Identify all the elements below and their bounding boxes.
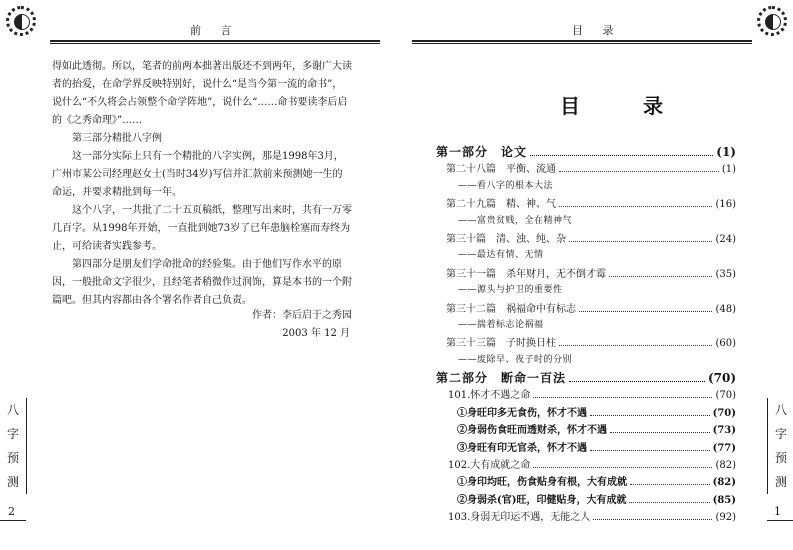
toc-entry-label: 第三十一篇 杀年财月，无不倒才霉: [446, 268, 606, 280]
toc-entry-page: (85): [712, 494, 736, 506]
toc-entry-label: ——废除早、夜子时的分别: [458, 354, 573, 365]
toc-entry-label: 第三十篇 清、浊、纯、杂: [446, 233, 566, 245]
preface-paragraph: 第四部分是朋友们学命批命的经验集。由于他们写作水平的原因，一般批命文字很少，且经笔者稍微作过润饰，算是本书的一个附篇吧。但其内容都由各个署名作者自己负责。: [52, 259, 352, 306]
toc-leader-dots: [590, 415, 710, 416]
right-side-tab: [767, 398, 793, 494]
side-tab-char: 预: [774, 451, 787, 465]
toc-entry: [436, 282, 736, 299]
toc-entry: [436, 178, 736, 195]
toc-entry-page: (1): [721, 164, 736, 176]
toc-entry-page: (92): [715, 512, 736, 524]
toc-entry-page: (60): [715, 338, 736, 350]
toc-leader-dots: [593, 519, 712, 520]
toc-leader-dots: [559, 171, 719, 172]
toc-entry-label: ——揣着标志论祸福: [458, 319, 544, 330]
right-footer-rule: [767, 520, 793, 521]
toc-leader-dots: [559, 345, 712, 346]
side-tab-char: 测: [6, 475, 19, 489]
toc-entry-label: ——富贵贫贱，全在精神气: [458, 215, 573, 226]
preface-date: 2003 年 12 月: [282, 328, 350, 339]
table-of-contents: [436, 143, 736, 526]
toc-entry-label: 第三十二篇 祸福命中有标志: [446, 303, 576, 315]
toc-leader-dots: [530, 155, 713, 156]
toc-leader-dots: [629, 502, 709, 503]
right-header-rule: [412, 40, 752, 42]
toc-entry-label: ②身弱杀(官)旺，印健贴身，大有成就: [457, 494, 627, 506]
right-page-number: 1: [774, 505, 781, 518]
toc-leader-dots: [569, 241, 712, 242]
toc-entry: [436, 439, 736, 456]
toc-entry-label: 101.怀才不遇之命: [448, 390, 531, 402]
left-header-rule: [50, 40, 380, 42]
toc-leader-dots: [610, 432, 710, 433]
toc-entry-label: 102.大有成就之命: [448, 460, 531, 472]
toc-leader-dots: [590, 450, 710, 451]
left-page-number: 2: [8, 505, 15, 518]
toc-entry: [436, 386, 736, 403]
toc-entry-page: (82): [715, 460, 736, 472]
toc-entry: [436, 300, 736, 317]
toc-entry-page: (16): [715, 199, 736, 211]
toc-entry-page: (1): [716, 145, 736, 159]
toc-entry: [436, 334, 736, 351]
toc-entry: [436, 508, 736, 525]
toc-leader-dots: [559, 206, 712, 207]
toc-entry: [436, 421, 736, 438]
toc-leader-dots: [533, 397, 712, 398]
toc-entry: [436, 160, 736, 177]
preface-body: [52, 58, 352, 310]
toc-entry-page: (70): [712, 407, 736, 419]
toc-entry-label: 第三十三篇 子时换日柱: [446, 338, 556, 350]
left-header-rule-thin: [50, 43, 380, 44]
toc-title: 目 录: [560, 94, 691, 118]
toc-entry-label: ——看八字的根本大法: [458, 180, 554, 191]
right-running-head: 目 录: [572, 24, 622, 37]
side-tab-char: 测: [774, 475, 787, 489]
toc-entry: [436, 352, 736, 369]
toc-entry: [436, 404, 736, 421]
toc-entry-label: ①身印均旺，伤食贴身有根，大有成就: [457, 477, 627, 489]
side-tab-char: 预: [6, 451, 19, 465]
preface-paragraph: 得如此透彻。所以，笔者的前两本拙著出版还不到两年，多谢广大读者的抬爱，在命学界反映特别好，说什么“是当今第一流的命书”，说什么“不久将会占领整个命学阵地”，说什么“……命书要读李后启的《之秀命理》”……: [52, 61, 352, 126]
toc-entry-label: ——源头与护卫的重要性: [458, 285, 563, 296]
toc-leader-dots: [609, 276, 712, 277]
left-side-tab: [0, 398, 27, 494]
toc-entry-page: (70): [707, 371, 736, 386]
right-header-rule-thin: [412, 43, 752, 44]
book-gutter: [380, 0, 412, 550]
toc-entry: [436, 247, 736, 264]
yin-yang-emblem-icon: [757, 6, 787, 36]
toc-entry-label: 第二部分 断命一百法: [436, 371, 567, 386]
toc-entry-page: (82): [712, 477, 736, 489]
toc-entry-page: (48): [715, 303, 736, 315]
toc-entry-page: (70): [715, 390, 736, 402]
left-running-head: 前 言: [190, 24, 240, 37]
toc-entry-page: (24): [715, 233, 736, 245]
toc-entry: [436, 230, 736, 247]
preface-paragraph: 这个八字，一共批了二十五页稿纸，整理写出来时，共有一万零几百字。从1998年开始，一直批到她73岁了已年患脑栓塞而寿终为止，可给读者实践参考。: [52, 205, 352, 252]
toc-leader-dots: [569, 381, 705, 382]
toc-leader-dots: [533, 467, 712, 468]
toc-entry: [436, 473, 736, 490]
toc-entry-label: ③身旺有印无官杀，怀才不遇: [457, 442, 587, 454]
toc-entry-label: 103.身弱无印运不遇，无能之人: [448, 512, 591, 524]
yin-yang-emblem-icon: [6, 6, 36, 36]
toc-entry: [436, 265, 736, 282]
toc-entry-label: ②身弱伤食旺而透财杀，怀才不遇: [457, 425, 607, 437]
toc-entry: [436, 195, 736, 212]
left-page: [0, 0, 380, 550]
preface-paragraph: 这一部分实际上只有一个精批的八字实例，那是1998年3月，广州市某公司经理赵女士(当时34岁)写信并汇款前来预测她一生的命运，并要求精批到每一年。: [52, 151, 344, 198]
preface-section-heading: 第三部分精批八字例: [72, 133, 162, 144]
toc-entry-page: (35): [715, 268, 736, 280]
side-tab-char: 八: [774, 403, 787, 417]
left-footer-rule: [0, 520, 26, 521]
toc-entry: [436, 213, 736, 230]
side-tab-char: 字: [774, 427, 787, 441]
side-tab-char: 字: [6, 427, 19, 441]
toc-entry: [436, 491, 736, 508]
toc-entry-page: (73): [712, 425, 736, 437]
toc-entry-label: 第二十九篇 精、神、气: [446, 199, 556, 211]
toc-entry: [436, 369, 736, 386]
toc-entry: [436, 143, 736, 160]
toc-entry-page: (77): [712, 442, 736, 454]
side-tab-char: 八: [6, 403, 19, 417]
toc-entry-label: ——最达有情、无情: [458, 250, 544, 261]
toc-entry: [436, 456, 736, 473]
toc-entry-label: 第二十八篇 平衡、流通: [446, 164, 556, 176]
toc-entry-label: 第一部分 论文: [436, 145, 528, 159]
toc-entry-label: ①身旺印多无食伤，怀才不遇: [457, 407, 587, 419]
toc-entry: [436, 317, 736, 334]
author-signature: 作者：李后启于之秀园: [252, 310, 352, 321]
toc-leader-dots: [579, 311, 712, 312]
toc-leader-dots: [630, 484, 710, 485]
